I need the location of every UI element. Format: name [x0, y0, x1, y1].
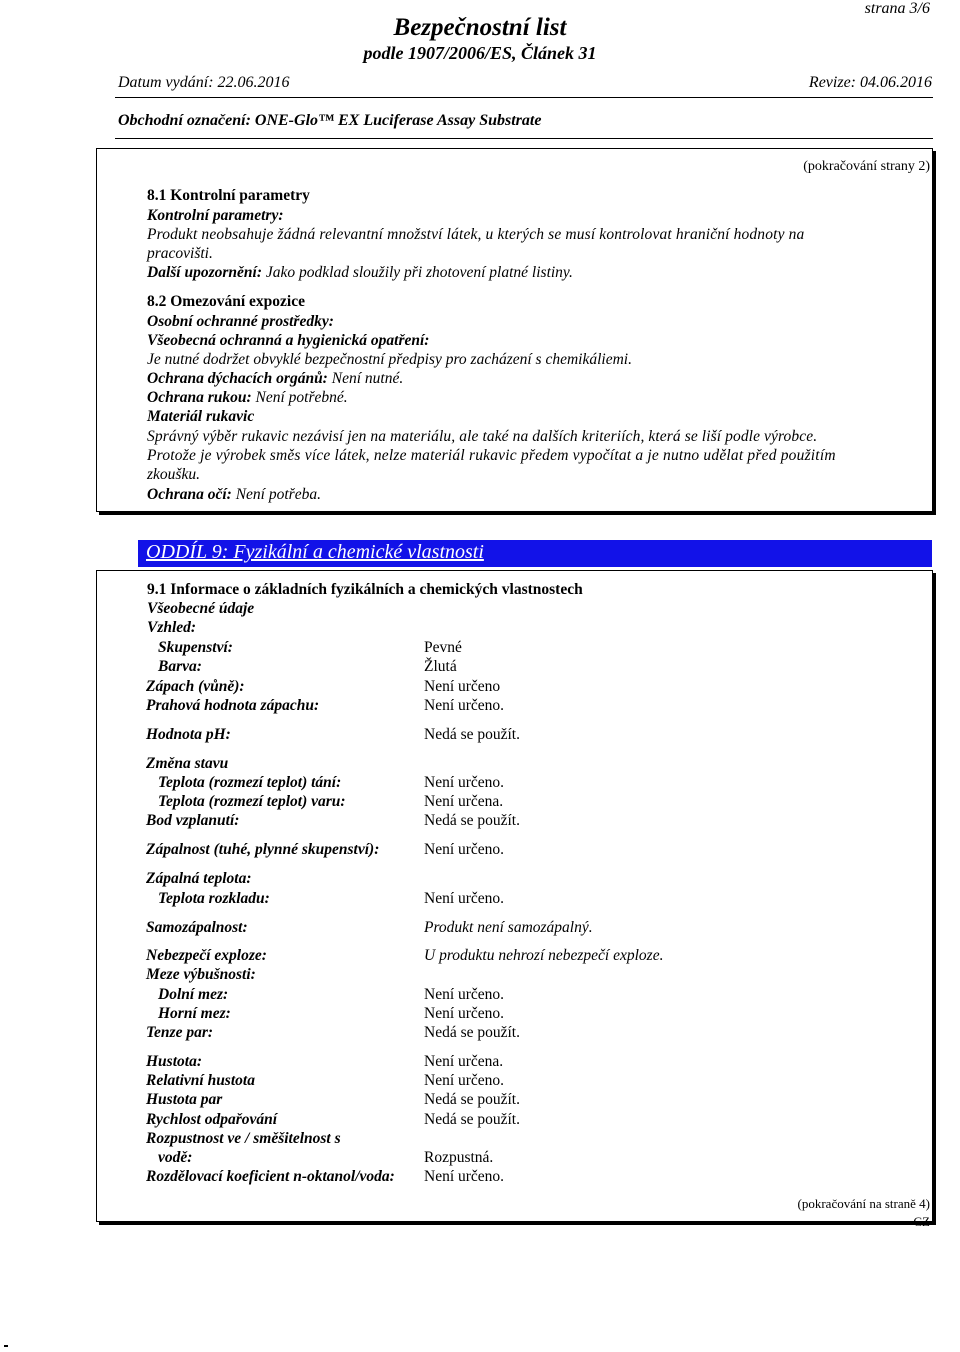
- continued-from: (pokračování strany 2): [803, 159, 930, 174]
- prop-label: Změna stavu: [146, 755, 229, 772]
- prop-value: Nedá se použít.: [424, 1111, 520, 1128]
- prop-value: Není určeno.: [424, 841, 505, 858]
- prop-label: Samozápalnost:: [146, 919, 248, 936]
- further-label: Další upozornění:: [147, 264, 262, 281]
- prop-label: Tenze par:: [146, 1024, 214, 1041]
- prop-label: Rozdělovací koeficient n-oktanol/voda:: [146, 1168, 395, 1185]
- issue-date: Datum vydání: 22.06.2016: [118, 74, 290, 91]
- prop-value: Žlutá: [424, 658, 457, 675]
- prop-value: Není určeno.: [424, 774, 505, 791]
- respiratory-protection: [147, 369, 933, 389]
- eye-label: Ochrana očí:: [147, 486, 232, 503]
- glove-material-label: Materiál rukavic: [147, 408, 255, 425]
- prop-label: Zápalná teplota:: [146, 870, 252, 887]
- dates-row: [118, 74, 932, 92]
- prop-value: Nedá se použít.: [424, 812, 520, 829]
- prop-label: Relativní hustota: [146, 1072, 255, 1089]
- prop-value: Není určeno.: [424, 1168, 505, 1185]
- ppe-label: Osobní ochranné prostředky:: [147, 313, 334, 330]
- prop-value: Pevné: [424, 639, 462, 656]
- s81-title: 8.1 Kontrolní parametry: [147, 187, 310, 204]
- prop-label: Hustota par: [146, 1091, 223, 1108]
- header-rule-bottom: [115, 138, 933, 139]
- prop-label: Barva:: [158, 658, 202, 675]
- prop-label: Hodnota pH:: [146, 726, 231, 743]
- continued-to: (pokračování na straně 4): [797, 1196, 930, 1211]
- prop-value: Není určeno.: [424, 890, 505, 907]
- further-text: Jako podklad sloužily při zhotovení platné listiny.: [262, 264, 573, 281]
- eye-text: Není potřeba.: [231, 486, 321, 503]
- prop-label: Horní mez:: [158, 1005, 231, 1022]
- s81-subtitle: Kontrolní parametry:: [147, 207, 284, 224]
- general-measures-text: Je nutné dodržet obvyklé bezpečnostní předpisy pro zacházení s chemikáliemi.: [147, 351, 632, 368]
- glove-text-2-line2: zkoušku.: [147, 466, 200, 483]
- prop-label: Zápalnost (tuhé, plynné skupenství):: [146, 841, 380, 858]
- prop-value: Není určeno.: [424, 1005, 505, 1022]
- eye-protection: [147, 485, 933, 505]
- prop-value: U produktu nehrozí nebezpečí exploze.: [424, 947, 664, 964]
- prop-label: Rozpustnost ve / směšitelnost s: [146, 1130, 341, 1147]
- prop-label: Teplota rozkladu:: [158, 890, 270, 907]
- prop-label: Skupenství:: [158, 639, 233, 656]
- prop-value: Není určeno.: [424, 1072, 505, 1089]
- appearance-label: Vzhled:: [147, 619, 197, 636]
- prop-label: Hustota:: [146, 1053, 202, 1070]
- resp-label: Ochrana dýchacích orgánů:: [147, 370, 328, 387]
- s91-title: 9.1 Informace o základních fyzikálních a chemických vlastnostech: [147, 581, 583, 598]
- resp-text: Není nutné.: [327, 370, 404, 387]
- header-rule: [115, 97, 933, 98]
- prop-value: Není určena.: [424, 793, 504, 810]
- prop-value: Není určeno: [424, 678, 501, 695]
- prop-value: Nedá se použít.: [424, 1024, 520, 1041]
- prop-value: Nedá se použít.: [424, 1091, 520, 1108]
- language-code: CZ: [913, 1214, 930, 1229]
- general-data-label: Všeobecné údaje: [147, 600, 255, 617]
- prop-label: Bod vzplanutí:: [146, 812, 240, 829]
- prop-label: Nebezpečí exploze:: [146, 947, 267, 964]
- s81-text-line1: Produkt neobsahuje žádná relevantní množství látek, u kterých se musí kontrolovat hraniční hodnoty na: [147, 226, 805, 243]
- trade-name: Obchodní označení: ONE-Glo™ EX Luciferase Assay Substrate: [118, 112, 542, 129]
- s82-title: 8.2 Omezování expozice: [147, 293, 305, 310]
- s81-text-line2: pracovišti.: [147, 245, 213, 262]
- prop-value: Produkt není samozápalný.: [424, 919, 593, 936]
- glove-text-2-line1: Protože je výrobek směs více látek, nelze materiál rukavic předem vypočítat a je nutno udělat před použitím: [147, 447, 836, 464]
- prop-value: Není určena.: [424, 1053, 504, 1070]
- prop-label: Dolní mez:: [158, 986, 229, 1003]
- hand-text: Není potřebné.: [251, 389, 348, 406]
- page-number: strana 3/6: [864, 0, 930, 17]
- prop-label: Prahová hodnota zápachu:: [146, 697, 320, 714]
- prop-label: Zápach (vůně):: [146, 678, 245, 695]
- document-title: Bezpečnostní list: [393, 14, 567, 41]
- prop-label: Meze výbušnosti:: [146, 966, 256, 983]
- prop-value: Není určeno.: [424, 986, 505, 1003]
- prop-label: vodě:: [158, 1149, 193, 1166]
- prop-label: Teplota (rozmezí teplot) varu:: [158, 793, 346, 810]
- section-9-heading: ODDÍL 9: Fyzikální a chemické vlastnosti: [146, 541, 484, 563]
- further-notes: [147, 263, 933, 283]
- document-subtitle: podle 1907/2006/ES, Článek 31: [363, 43, 597, 63]
- glove-text-1: Správný výběr rukavic nezávisí jen na materiálu, ale také na dalších kriteriích, která se liší podle výrobce.: [147, 428, 818, 445]
- hand-label: Ochrana rukou:: [147, 389, 252, 406]
- prop-value: Nedá se použít.: [424, 726, 520, 743]
- general-measures-label: Všeobecná ochranná a hygienická opatření:: [147, 332, 430, 349]
- prop-label: Teplota (rozmezí teplot) tání:: [158, 774, 342, 791]
- prop-value: Rozpustná.: [424, 1149, 494, 1166]
- prop-label: Rychlost odpařování: [146, 1111, 278, 1128]
- revision-date: Revize: 04.06.2016: [808, 74, 932, 91]
- section-9-heading-bar: [138, 540, 932, 567]
- hand-protection: [147, 388, 933, 408]
- page-mark: [4, 1345, 8, 1347]
- prop-value: Není určeno.: [424, 697, 505, 714]
